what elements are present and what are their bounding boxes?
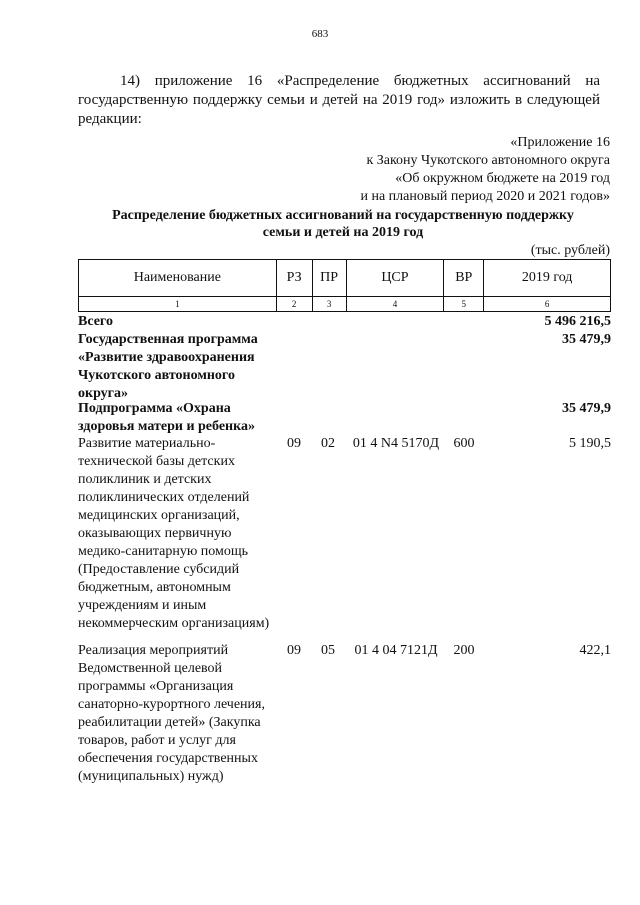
intro-paragraph — [78, 72, 600, 129]
intro-line-2: государственную поддержку семьи и детей на 2019 год» изложить в следующей — [78, 92, 600, 108]
table-header — [78, 259, 611, 312]
col-number: 6 — [484, 297, 611, 312]
row-name: Государственная программа «Развитие здравоохранения Чукотского автономного округа» — [78, 332, 258, 401]
appendix-line-2: к Закону Чукотского автономного округа — [366, 153, 610, 168]
header-pr: ПР — [312, 260, 346, 297]
row-name: Развитие материально-технической базы детских поликлиник и детских поликлинических отделений медицинских организаций, оказывающих первичную медико-санитарную помощь (Предоставление субсидий бюджетным, автономным учреждениям и иным некоммерческим организациям) — [78, 436, 270, 631]
row-pr: 02 — [321, 436, 335, 451]
row-name: Реализация мероприятий Ведомственной целевой программы «Организация санаторно-курортного лечения, реабилитации детей» (Закупка товаров, работ и услуг для обеспечения государственных (муниципальных) нужд) — [78, 643, 265, 784]
row-name: Подпрограмма «Охрана здоровья матери и ребенка» — [78, 401, 255, 434]
units-label: (тыс. рублей) — [530, 243, 610, 258]
row-rz: 09 — [287, 643, 301, 658]
appendix-line-4: и на плановый период 2020 и 2021 годов» — [360, 189, 610, 204]
row-amount: 5 190,5 — [569, 436, 611, 451]
header-vr: ВР — [444, 260, 484, 297]
col-number: 3 — [312, 297, 346, 312]
header-csr: ЦСР — [346, 260, 444, 297]
col-number: 4 — [346, 297, 444, 312]
header-name: Наименование — [79, 260, 277, 297]
intro-line-3: редакции: — [78, 111, 142, 127]
col-number: 2 — [276, 297, 312, 312]
row-vr: 200 — [453, 643, 475, 658]
intro-line-1: 14) приложение 16 «Распределение бюджетных ассигнований на — [120, 73, 600, 89]
row-amount: 35 479,9 — [562, 332, 611, 347]
title-line-1: Распределение бюджетных ассигнований на государственную поддержку — [112, 208, 574, 223]
column-number-row — [79, 297, 611, 312]
appendix-line-3: «Об окружном бюджете на 2019 год — [395, 171, 610, 186]
row-pr: 05 — [321, 643, 335, 658]
row-csr: 01 4 N4 5170Д — [352, 436, 440, 451]
header-row — [79, 260, 611, 297]
row-rz: 09 — [287, 436, 301, 451]
page-number: 683 — [311, 28, 329, 40]
col-number: 5 — [444, 297, 484, 312]
row-amount: 422,1 — [579, 643, 611, 658]
row-csr: 01 4 04 7121Д — [354, 643, 438, 658]
header-rz: РЗ — [276, 260, 312, 297]
row-amount: 5 496 216,5 — [544, 314, 611, 329]
table-title — [78, 207, 608, 241]
title-line-2: семьи и детей на 2019 год — [262, 225, 424, 240]
row-name: Всего — [78, 314, 113, 329]
appendix-reference — [360, 134, 610, 206]
header-year: 2019 год — [484, 260, 611, 297]
appendix-line-1: «Приложение 16 — [510, 135, 610, 150]
row-amount: 35 479,9 — [562, 401, 611, 416]
col-number: 1 — [79, 297, 277, 312]
row-vr: 600 — [453, 436, 475, 451]
